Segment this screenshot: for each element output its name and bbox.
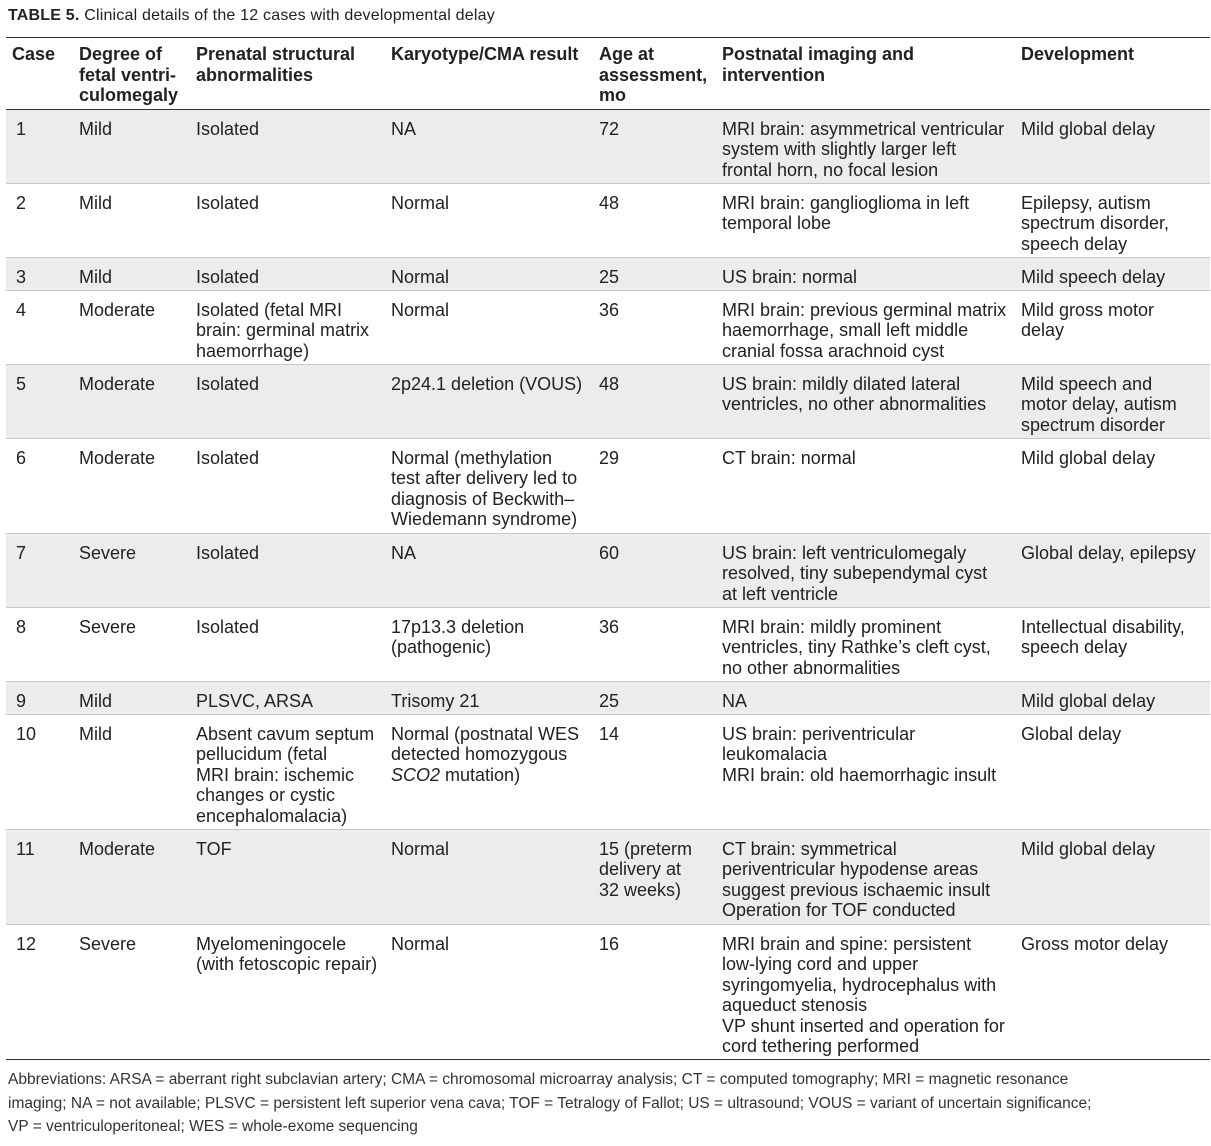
cell-line: 16 — [599, 933, 620, 954]
cell-karyotype — [385, 924, 593, 1059]
cell-imaging — [716, 364, 1015, 438]
cell-line: Isolated — [196, 118, 260, 139]
cell-line: Epilepsy, autism — [1021, 192, 1151, 213]
footnote-line: imaging; NA = not available; PLSVC = persistent left superior vena cava; TOF = Tetralogy of Fallot; US = ultrasound; VOUS = variant of uncertain significance; — [8, 1094, 1092, 1112]
cell-degree: Moderate — [79, 447, 156, 468]
cell-line: haemorrhage) — [196, 340, 310, 361]
cell-development — [1015, 924, 1210, 1059]
cell-line: TOF — [196, 838, 232, 859]
cell-degree: Mild — [79, 192, 113, 213]
header-karyotype: Karyotype/CMA result — [391, 44, 579, 64]
cell-line: Isolated — [196, 192, 260, 213]
cell-line: aqueduct stenosis — [722, 995, 868, 1015]
cell-degree: Moderate — [79, 838, 156, 859]
footnote-line: VP = ventriculoperitoneal; WES = whole-exome sequencing — [8, 1118, 418, 1135]
cell-line: Normal — [391, 838, 450, 859]
cell-prenatal — [190, 533, 385, 607]
header-age: Age at assessment, mo — [599, 44, 708, 105]
cell-line: at left ventricle — [722, 583, 839, 604]
cell-karyotype — [385, 257, 593, 290]
cell-line: Isolated — [196, 373, 260, 394]
cell-line: US brain: left ventriculomegaly — [722, 542, 967, 563]
cell-imaging — [716, 257, 1015, 290]
cell-line: 2p24.1 deletion (VOUS) — [391, 373, 583, 394]
cell-line: US brain: mildly dilated lateral — [722, 373, 961, 394]
cell-line: Mild global delay — [1021, 838, 1156, 859]
cell-line: leukomalacia — [722, 744, 828, 764]
table-row — [6, 109, 1210, 183]
cell-line: cord tethering performed — [722, 1036, 920, 1056]
cell-age — [593, 607, 716, 681]
cell-line: Myelomeningocele — [196, 933, 347, 954]
cell-line: US brain: periventricular — [722, 723, 916, 744]
cell-karyotype — [385, 290, 593, 364]
cell-line: MRI brain: previous germinal matrix — [722, 299, 1007, 320]
cell-line: Operation for TOF conducted — [722, 900, 956, 920]
table-row — [6, 364, 1210, 438]
cell-imaging — [716, 290, 1015, 364]
cell-line: no other abnormalities — [722, 657, 901, 678]
cell-line: Mild global delay — [1021, 447, 1156, 468]
cell-line: cranial fossa arachnoid cyst — [722, 340, 945, 361]
table-row — [6, 681, 1210, 714]
cell-line: frontal horn, no focal lesion — [722, 159, 939, 180]
cell-line: Gross motor delay — [1021, 933, 1169, 954]
cell-line: MRI brain: ganglioglioma in left — [722, 192, 970, 213]
cell-line: Isolated — [196, 266, 260, 287]
header-imaging: Postnatal imaging and intervention — [722, 44, 915, 85]
cell-line: 36 — [599, 616, 620, 637]
cell-line: Normal (postnatal WES — [391, 723, 580, 744]
cell-line: MRI brain and spine: persistent — [722, 933, 972, 954]
cell-prenatal — [190, 924, 385, 1059]
cell-imaging — [716, 438, 1015, 533]
cell-development — [1015, 183, 1210, 257]
cell-line: brain: germinal matrix — [196, 320, 370, 340]
table-caption-label: TABLE 5. — [8, 7, 80, 24]
cell-line: 15 (preterm — [599, 838, 693, 859]
cell-line: haemorrhage, small left middle — [722, 320, 969, 340]
cell-line: 17p13.3 deletion — [391, 616, 525, 637]
cell-prenatal — [190, 364, 385, 438]
cell-age — [593, 533, 716, 607]
cell-line: temporal lobe — [722, 213, 832, 233]
cell-line: 25 — [599, 266, 620, 287]
cell-line: NA — [391, 542, 417, 563]
cell-line: resolved, tiny subependymal cyst — [722, 563, 988, 583]
cell-line: low-lying cord and upper — [722, 954, 919, 974]
cell-karyotype — [385, 109, 593, 183]
cell-karyotype — [385, 438, 593, 533]
header-case: Case — [12, 44, 56, 64]
clinical-details-table — [6, 37, 1210, 1060]
table-row — [6, 438, 1210, 533]
cell-line: (with fetoscopic repair) — [196, 954, 378, 974]
cell-case: 6 — [16, 447, 27, 468]
cell-line: MRI brain: mildly prominent — [722, 616, 942, 637]
cell-prenatal — [190, 183, 385, 257]
cell-line: NA — [722, 690, 748, 711]
cell-line: Global delay, epilepsy — [1021, 542, 1196, 563]
cell-age — [593, 109, 716, 183]
cell-case: 5 — [16, 373, 27, 394]
cell-line: CT brain: symmetrical — [722, 838, 897, 859]
cell-age — [593, 681, 716, 714]
header-degree: Degree of fetal ventri- culomegaly — [79, 44, 179, 105]
cell-line: NA — [391, 118, 417, 139]
cell-line: Isolated (fetal MRI — [196, 299, 343, 320]
cell-line: changes or cystic — [196, 785, 336, 805]
cell-age — [593, 438, 716, 533]
cell-karyotype — [385, 714, 593, 829]
cell-case: 1 — [16, 118, 27, 139]
table-caption — [8, 7, 495, 25]
table-row — [6, 924, 1210, 1059]
cell-line: (pathogenic) — [391, 637, 492, 657]
cell-line: 72 — [599, 118, 620, 139]
cell-imaging — [716, 533, 1015, 607]
cell-line: test after delivery led to — [391, 468, 578, 488]
cell-line: spectrum disorder, — [1021, 213, 1170, 233]
cell-development — [1015, 257, 1210, 290]
cell-line: Mild gross motor — [1021, 299, 1155, 320]
cell-degree: Mild — [79, 266, 113, 287]
cell-line: US brain: normal — [722, 266, 858, 287]
cell-degree: Mild — [79, 723, 113, 744]
cell-line: Normal (methylation — [391, 447, 553, 468]
cell-line: Mild global delay — [1021, 690, 1156, 711]
cell-degree: Severe — [79, 616, 137, 637]
cell-prenatal — [190, 290, 385, 364]
cell-line: ventricles, no other abnormalities — [722, 394, 987, 414]
cell-karyotype — [385, 533, 593, 607]
cell-line: detected homozygous — [391, 744, 568, 764]
cell-line: Isolated — [196, 447, 260, 468]
cell-line: suggest previous ischaemic insult — [722, 879, 991, 900]
table-row — [6, 290, 1210, 364]
cell-line: MRI brain: asymmetrical ventricular — [722, 118, 1005, 139]
cell-line: Normal — [391, 266, 450, 287]
cell-line: Normal — [391, 933, 450, 954]
cell-line: spectrum disorder — [1021, 414, 1166, 435]
cell-line: delay — [1021, 320, 1065, 340]
cell-prenatal — [190, 681, 385, 714]
cell-case: 8 — [16, 616, 27, 637]
cell-development — [1015, 109, 1210, 183]
cell-line: 36 — [599, 299, 620, 320]
cell-line: 48 — [599, 192, 620, 213]
cell-imaging — [716, 109, 1015, 183]
cell-prenatal — [190, 438, 385, 533]
cell-degree: Moderate — [79, 299, 156, 320]
cell-case: 12 — [16, 933, 37, 954]
cell-case: 11 — [16, 838, 35, 859]
cell-karyotype — [385, 183, 593, 257]
cell-line: system with slightly larger left — [722, 139, 957, 159]
cell-degree: Mild — [79, 690, 113, 711]
table-row — [6, 607, 1210, 681]
cell-line: encephalomalacia) — [196, 805, 348, 826]
cell-karyotype — [385, 607, 593, 681]
cell-development — [1015, 829, 1210, 924]
cell-development — [1015, 681, 1210, 714]
cell-case: 10 — [16, 723, 37, 744]
cell-line: Mild global delay — [1021, 118, 1156, 139]
cell-case: 7 — [16, 542, 27, 563]
cell-karyotype — [385, 829, 593, 924]
cell-line: motor delay, autism — [1021, 394, 1177, 414]
cell-line: 60 — [599, 542, 620, 563]
cell-age — [593, 829, 716, 924]
cell-line: 25 — [599, 690, 620, 711]
cell-imaging — [716, 714, 1015, 829]
cell-prenatal — [190, 607, 385, 681]
table-row — [6, 183, 1210, 257]
cell-line: ventricles, tiny Rathke’s cleft cyst, — [722, 637, 991, 657]
cell-prenatal — [190, 714, 385, 829]
table-row — [6, 257, 1210, 290]
cell-line: Wiedemann syndrome) — [391, 509, 578, 529]
cell-development — [1015, 607, 1210, 681]
cell-degree: Severe — [79, 933, 137, 954]
cell-imaging — [716, 681, 1015, 714]
cell-line: Intellectual disability, — [1021, 616, 1185, 637]
cell-line: Mild speech and — [1021, 373, 1153, 394]
cell-prenatal — [190, 829, 385, 924]
header-development: Development — [1021, 44, 1135, 64]
cell-line: Isolated — [196, 616, 260, 637]
cell-line: Isolated — [196, 542, 260, 563]
cell-development — [1015, 714, 1210, 829]
cell-development — [1015, 438, 1210, 533]
cell-degree: Moderate — [79, 373, 156, 394]
table-row — [6, 533, 1210, 607]
cell-line: Trisomy 21 — [391, 690, 480, 711]
cell-case: 4 — [16, 299, 27, 320]
cell-age — [593, 364, 716, 438]
cell-development — [1015, 290, 1210, 364]
cell-imaging — [716, 183, 1015, 257]
table-header — [6, 38, 1210, 110]
cell-line: Mild speech delay — [1021, 266, 1166, 287]
cell-line: 14 — [599, 723, 620, 744]
cell-line: 32 weeks) — [599, 879, 682, 900]
header-prenatal: Prenatal structural abnormalities — [196, 44, 356, 85]
cell-line: PLSVC, ARSA — [196, 690, 314, 711]
cell-line: VP shunt inserted and operation for — [722, 1015, 1005, 1036]
cell-age — [593, 257, 716, 290]
cell-line: pellucidum (fetal — [196, 744, 328, 764]
cell-development — [1015, 533, 1210, 607]
cell-degree: Severe — [79, 542, 137, 563]
header-row — [6, 38, 1210, 110]
cell-imaging — [716, 829, 1015, 924]
cell-case: 2 — [16, 192, 27, 213]
cell-line: MRI brain: ischemic — [196, 764, 355, 785]
cell-line: Absent cavum septum — [196, 723, 375, 744]
cell-age — [593, 924, 716, 1059]
cell-line: CT brain: normal — [722, 447, 856, 468]
cell-age — [593, 183, 716, 257]
cell-prenatal — [190, 257, 385, 290]
abbreviations-footnote — [8, 1068, 1206, 1139]
cell-line: 48 — [599, 373, 620, 394]
cell-line: Normal — [391, 192, 450, 213]
cell-line: SCO2 mutation) — [391, 764, 521, 785]
cell-line: MRI brain: old haemorrhagic insult — [722, 764, 997, 785]
cell-age — [593, 290, 716, 364]
cell-line: speech delay — [1021, 637, 1128, 657]
cell-case: 3 — [16, 266, 27, 287]
cell-imaging — [716, 607, 1015, 681]
cell-line: delivery at — [599, 859, 682, 879]
cell-karyotype — [385, 364, 593, 438]
cell-line: speech delay — [1021, 233, 1128, 254]
footnote-line: Abbreviations: ARSA = aberrant right subclavian artery; CMA = chromosomal microarray analysis; CT = computed tomography; MRI = magnetic resonance — [8, 1071, 1069, 1088]
table-row — [6, 829, 1210, 924]
cell-line: syringomyelia, hydrocephalus with — [722, 974, 997, 995]
table-caption-text: Clinical details of the 12 cases with developmental delay — [84, 7, 495, 24]
cell-line: Global delay — [1021, 723, 1122, 744]
cell-case: 9 — [16, 690, 27, 711]
cell-line: Normal — [391, 299, 450, 320]
cell-prenatal — [190, 109, 385, 183]
cell-karyotype — [385, 681, 593, 714]
cell-line: periventricular hypodense areas — [722, 859, 979, 879]
cell-age — [593, 714, 716, 829]
table-body — [6, 109, 1210, 1059]
cell-imaging — [716, 924, 1015, 1059]
cell-degree: Mild — [79, 118, 113, 139]
table-row — [6, 714, 1210, 829]
cell-development — [1015, 364, 1210, 438]
cell-line: diagnosis of Beckwith– — [391, 488, 575, 509]
cell-line: 29 — [599, 447, 620, 468]
